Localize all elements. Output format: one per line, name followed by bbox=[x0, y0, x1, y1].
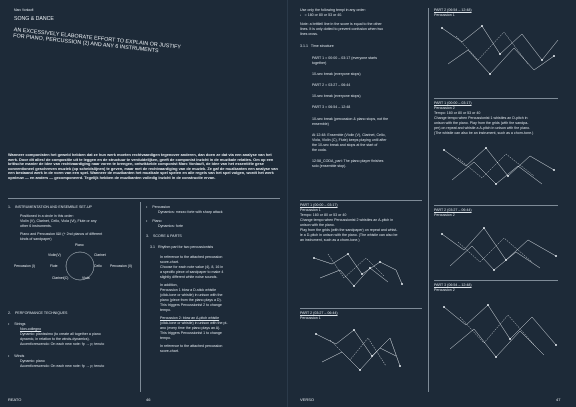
part-instrument: Percussion 1 bbox=[434, 13, 455, 17]
body-text: piano (piece from the piano plays a D). bbox=[160, 298, 222, 302]
body-text: Percussion 1 blow a D-stick whistle bbox=[160, 288, 217, 292]
section-2-heading: 2. PERFORMANCE TECHNIQUES bbox=[8, 311, 68, 315]
body-text: tempo. bbox=[160, 308, 171, 312]
break-text: 10-sec break (everyone stops) bbox=[312, 72, 361, 76]
author-name: Marc Vonlaufi bbox=[14, 8, 34, 12]
strings-text: Non-collegno bbox=[20, 327, 42, 331]
body-text: (click-tone or whistle) in unison with the bbox=[160, 293, 223, 297]
part-text: (The whistle can also be an instrument, such as a chorn-tone.) bbox=[434, 131, 534, 135]
body-text: ano (every time the piano plays an A). bbox=[160, 326, 221, 330]
part-instrument: Percussion 2 bbox=[434, 106, 455, 110]
body-text: a specific piece of sandpaper to make 4 bbox=[160, 270, 224, 274]
label-clarinet-c: Clarinet(C) bbox=[52, 276, 69, 280]
column-divider bbox=[140, 202, 141, 392]
score-graph-part1-perc1 bbox=[310, 248, 406, 292]
note-text: Note: a brittleil line in the score is equal to the other bbox=[300, 22, 382, 26]
label-percussion-2: Percussion (II) bbox=[110, 264, 132, 268]
body-text: score-chart. bbox=[160, 349, 179, 353]
piano-bullet: • Piano bbox=[146, 219, 162, 223]
page-number: 46 bbox=[146, 397, 151, 402]
part-heading: PART 3 (06:54 – 12:48) bbox=[434, 283, 472, 287]
instrumentation-text: other 6 instruments. bbox=[20, 224, 52, 228]
winds-bullet: • Winds bbox=[8, 354, 25, 358]
subsection-3-1-1: 3.1.1 Time structure bbox=[300, 44, 334, 48]
winds-text: Dynamic: piano bbox=[20, 359, 45, 363]
label-clarinet: Clarinet bbox=[94, 253, 106, 257]
strings-text: Dynamic: pianissimo (to create all together a piano bbox=[20, 332, 101, 336]
coda-text: the 10-sec break and stops at the start of bbox=[312, 143, 378, 147]
body-text: In reference to the attached percussion bbox=[160, 344, 223, 348]
body-text: tempo. bbox=[160, 336, 171, 340]
page-title: SONG & DANCE bbox=[14, 16, 54, 22]
part-text: Tempo: 160 or 80 or 53 or 40 bbox=[300, 213, 347, 217]
score-graph-part2-perc2 bbox=[438, 222, 562, 274]
break-text: 10-sec break (everyone stops) bbox=[312, 94, 361, 98]
part-2-time: PART 2 = 03:27 – 06:44 bbox=[312, 83, 351, 87]
section-divider bbox=[434, 98, 558, 99]
label-violin: Violin(V) bbox=[48, 253, 61, 257]
coda-text: Viola, Violin (C), Flute) keeps playing until after bbox=[312, 138, 387, 142]
instrumentation-text: kinds of sandpaper) bbox=[20, 237, 52, 241]
page-number: 47 bbox=[556, 397, 561, 402]
part-text: Tempo: 160 or 80 or 53 or 40 bbox=[434, 111, 481, 115]
instrumentation-text: Violin (V), Clarinet, Cello, Viola (Vi), Flute or any bbox=[20, 219, 97, 223]
part-heading: PART 1 (00:00 – 03:17) bbox=[300, 203, 338, 207]
part-heading: PART 1 (00:00 – 03:17) bbox=[434, 101, 472, 105]
body-text: slightly different white noise sounds. bbox=[160, 275, 218, 279]
instrumentation-text: Piano and Percussion I&II (+ 2nd pianos of different bbox=[20, 232, 103, 236]
part-text: le a D-pitch in unison with the piano. (The whistle can also be bbox=[300, 233, 398, 237]
instrumentation-text: Positioned in a circle in this order: bbox=[20, 214, 74, 218]
section-divider bbox=[8, 198, 280, 199]
section-divider bbox=[300, 308, 422, 309]
coda-text: solo (ensemble stop). bbox=[312, 164, 347, 168]
note-text: lines. It is only dotted to prevent confusion when two bbox=[300, 27, 384, 31]
part-instrument: Percussion 2 bbox=[434, 288, 455, 292]
folio-label: VERSO bbox=[300, 397, 315, 402]
part-heading: PART 2 (06:54 – 12:48) bbox=[434, 8, 472, 12]
body-text: In addition, bbox=[160, 283, 178, 287]
body-text: score-chart. bbox=[160, 260, 179, 264]
part-text: Change tempo when Percussionist 1 whistles an D-pitch in bbox=[434, 116, 528, 120]
tempo-text: Use only the following tempi in any order: bbox=[300, 8, 366, 12]
section-divider bbox=[434, 280, 558, 281]
body-text: Percussion 2: blow an A-pitch whistle bbox=[160, 316, 220, 320]
part-heading: PART 2 (03:27 – 06:44) bbox=[434, 208, 472, 212]
note-text: lines cross. bbox=[300, 32, 318, 36]
body-text: This triggers Percussionist 2 to change bbox=[160, 303, 222, 307]
label-piano: Piano bbox=[75, 243, 84, 247]
section-3-heading: 3. SCORE & PARTS bbox=[146, 234, 182, 238]
part-1-time: together) bbox=[312, 61, 327, 65]
part-text: unison with the piano. bbox=[300, 223, 335, 227]
body-text: (click-tone or whistle) in unison with the pi- bbox=[160, 321, 228, 325]
score-graph-part3-perc2 bbox=[438, 297, 562, 363]
part-text: per) on repeat and whistle a A-pitch in unison with the piano. bbox=[434, 126, 531, 130]
coda-text: the coda. bbox=[312, 148, 327, 152]
percussion-text: Dynamics: mezzo forte with sharp attack bbox=[158, 210, 223, 214]
part-1-time: PART 1 = 00:00 – 03:17 (everyone starts bbox=[312, 56, 378, 60]
strings-bullet: • Strings bbox=[8, 322, 26, 326]
part-instrument: Percussion 1 bbox=[300, 316, 321, 320]
strings-text: dynamic, in relation to the winds-dynamics). bbox=[20, 337, 90, 341]
coda-text: At 12:48: Ensemble (Violin (V), Clarinet, Cello, bbox=[312, 133, 386, 137]
score-graph-part2-perc1 bbox=[310, 326, 406, 376]
winds-text: Accent/crescendo: On each new note: fp → p; tenuto bbox=[20, 364, 105, 368]
right-page bbox=[288, 0, 576, 407]
subsection-3-1: 3.1 Rhythm part for two percussionists bbox=[150, 245, 214, 249]
section-divider bbox=[434, 205, 558, 206]
body-text: Choose for each note value (4), 8, 16 in bbox=[160, 265, 224, 269]
piano-text: Dynamics: forte bbox=[158, 224, 183, 228]
label-percussion-1: Percussion (I) bbox=[14, 264, 35, 268]
part-text: Change tempo when Percussionist 2 whistles an A-pitch in bbox=[300, 218, 394, 222]
score-graph-part1-perc2 bbox=[438, 140, 562, 190]
percussion-bullet: • Percussion bbox=[146, 205, 171, 209]
column-divider bbox=[428, 8, 429, 392]
label-viola: Viola bbox=[82, 276, 90, 280]
part-instrument: Percussion 2 bbox=[434, 213, 455, 217]
section-divider bbox=[300, 200, 422, 201]
part-heading: PART 2 (03:27 – 06:44) bbox=[300, 311, 338, 315]
body-text: In reference to the attached percussion bbox=[160, 255, 223, 259]
body-text: This triggers Percussionist 1 to change bbox=[160, 331, 222, 335]
break-text: ensemble) bbox=[312, 122, 329, 126]
part-instrument: Percussion 1 bbox=[300, 208, 321, 212]
coda-text: 12:58_CODA_part: The piano player finishes bbox=[312, 159, 384, 163]
part-text: an instrument, such as a chorn-tone.) bbox=[300, 238, 360, 242]
part-text: Play from the grids (with the sandpaper) on repeat and whist- bbox=[300, 228, 398, 232]
label-cello: Cello bbox=[94, 264, 102, 268]
page-subtitle: AN EXCESSIVELY ELABORATE EFFORT TO EXPLAIN OR JUSTIFY FOR PIANO, PERCUSSION (2) AND ANY 6 INSTRUMENTS bbox=[12, 27, 182, 54]
score-graph-part3-perc1 bbox=[438, 20, 562, 82]
folio-label: REATO bbox=[8, 397, 22, 402]
intro-paragraph: Wanneer componisten het geweld hebben dat ze hun werk moeten rechtvaardigen tegenover anderen, dan doen ze dat via een analyse van het werk. Door dit alles! de compositie uit te leggen en de structuur te verduidelijken, geeft de componist inzicht in de muzikale relaties. Om op een kritische manier de idee van rechtvaardiging naar voren te brengen, ontwikkelde componist Marc Vonlaufi, de idee van het essentiële gese conventioneel geschreven muziek (op scheidslijnen) te geven, maar met de rechtvaardiging van de muziek. Ze gaf de muzikanten een analyse van een bestaand werk in de vorm van een spel. Wanneer de muzikanten het muzikale spel spelen en alle regels van het spel volgen, wordt het werk opnieuw — en anders — gecomponeerd. Tegelijk hebben de muzikanten volledig inzicht in de constructie ervan. bbox=[8, 152, 278, 180]
strings-text: Accent/crescendo: On each new note: fp → p; tenuto bbox=[20, 342, 105, 346]
part-text: unison with the piano. Play from the grids (with the sandpa- bbox=[434, 121, 529, 125]
tempo-text: ♩ = 160 or 80 or 53 or 40. bbox=[300, 13, 343, 17]
label-flute: Flute bbox=[50, 264, 58, 268]
break-text: 10-sec break (percussion & piano stops, not the bbox=[312, 117, 389, 121]
section-1-heading: 1. INSTRUMENTATION AND ENSEMBLE SET-UP bbox=[8, 205, 92, 209]
part-3-time: PART 3 = 06:54 – 12:48 bbox=[312, 105, 351, 109]
